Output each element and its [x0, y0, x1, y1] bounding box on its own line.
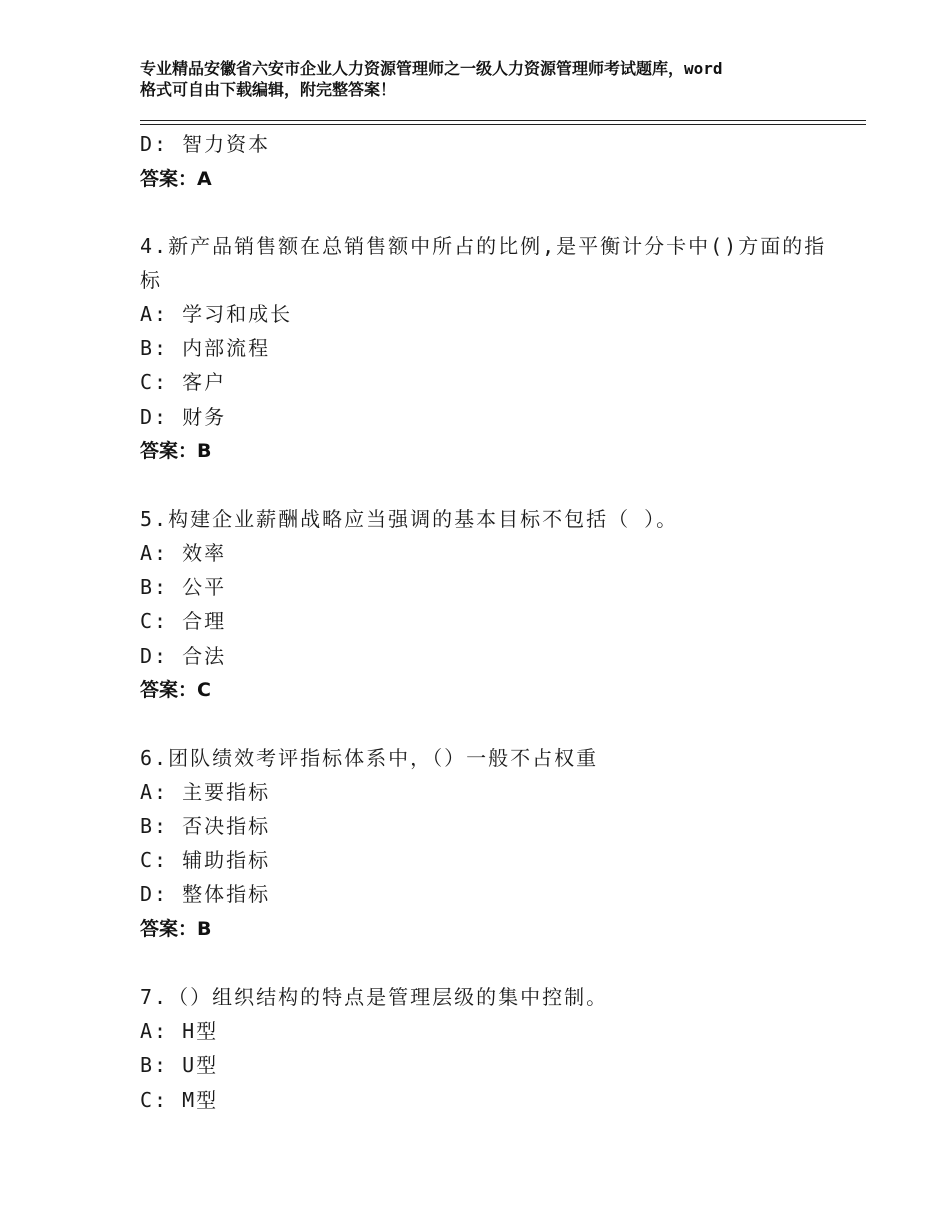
question-5-option-a: A: 效率: [140, 541, 227, 565]
question-4-option-c: C: 客户: [140, 370, 227, 394]
header-divider-bottom: [140, 124, 866, 125]
question-6-option-b: B: 否决指标: [140, 814, 271, 838]
question-5-answer: 答案：C: [140, 679, 211, 701]
question-4-stem-line-1: 4.新产品销售额在总销售额中所占的比例,是平衡计分卡中()方面的指: [140, 234, 827, 258]
question-7-option-c: C: M型: [140, 1088, 219, 1112]
question-7-option-b: B: U型: [140, 1053, 219, 1077]
document-header: [140, 58, 840, 100]
question-7-stem: 7.（）组织结构的特点是管理层级的集中控制。: [140, 985, 609, 1009]
question-5-option-c: C: 合理: [140, 609, 227, 633]
question-5-option-b: B: 公平: [140, 575, 227, 599]
question-4-option-a: A: 学习和成长: [140, 302, 293, 326]
question-7-option-a: A: H型: [140, 1019, 219, 1043]
question-4-option-b: B: 内部流程: [140, 336, 271, 360]
question-4-stem-line-2: 标: [140, 268, 162, 292]
prev-answer: 答案：A: [140, 168, 212, 190]
header-divider-top: [140, 120, 866, 121]
question-4-option-d: D: 财务: [140, 405, 227, 429]
header-line-2: 格式可自由下载编辑，附完整答案！: [140, 80, 397, 99]
question-5-stem: 5.构建企业薪酬战略应当强调的基本目标不包括（ ）。: [140, 507, 679, 531]
question-6-stem: 6.团队绩效考评指标体系中，（）一般不占权重: [140, 746, 599, 770]
question-4-answer: 答案：B: [140, 440, 212, 462]
prev-option-d: D: 智力资本: [140, 132, 271, 156]
question-6-option-a: A: 主要指标: [140, 780, 271, 804]
header-line-1: 专业精品安徽省六安市企业人力资源管理师之一级人力资源管理师考试题库，word: [140, 59, 723, 78]
question-5-option-d: D: 合法: [140, 644, 227, 668]
question-6-option-d: D: 整体指标: [140, 882, 271, 906]
question-6-answer: 答案：B: [140, 918, 212, 940]
question-6-option-c: C: 辅助指标: [140, 848, 271, 872]
